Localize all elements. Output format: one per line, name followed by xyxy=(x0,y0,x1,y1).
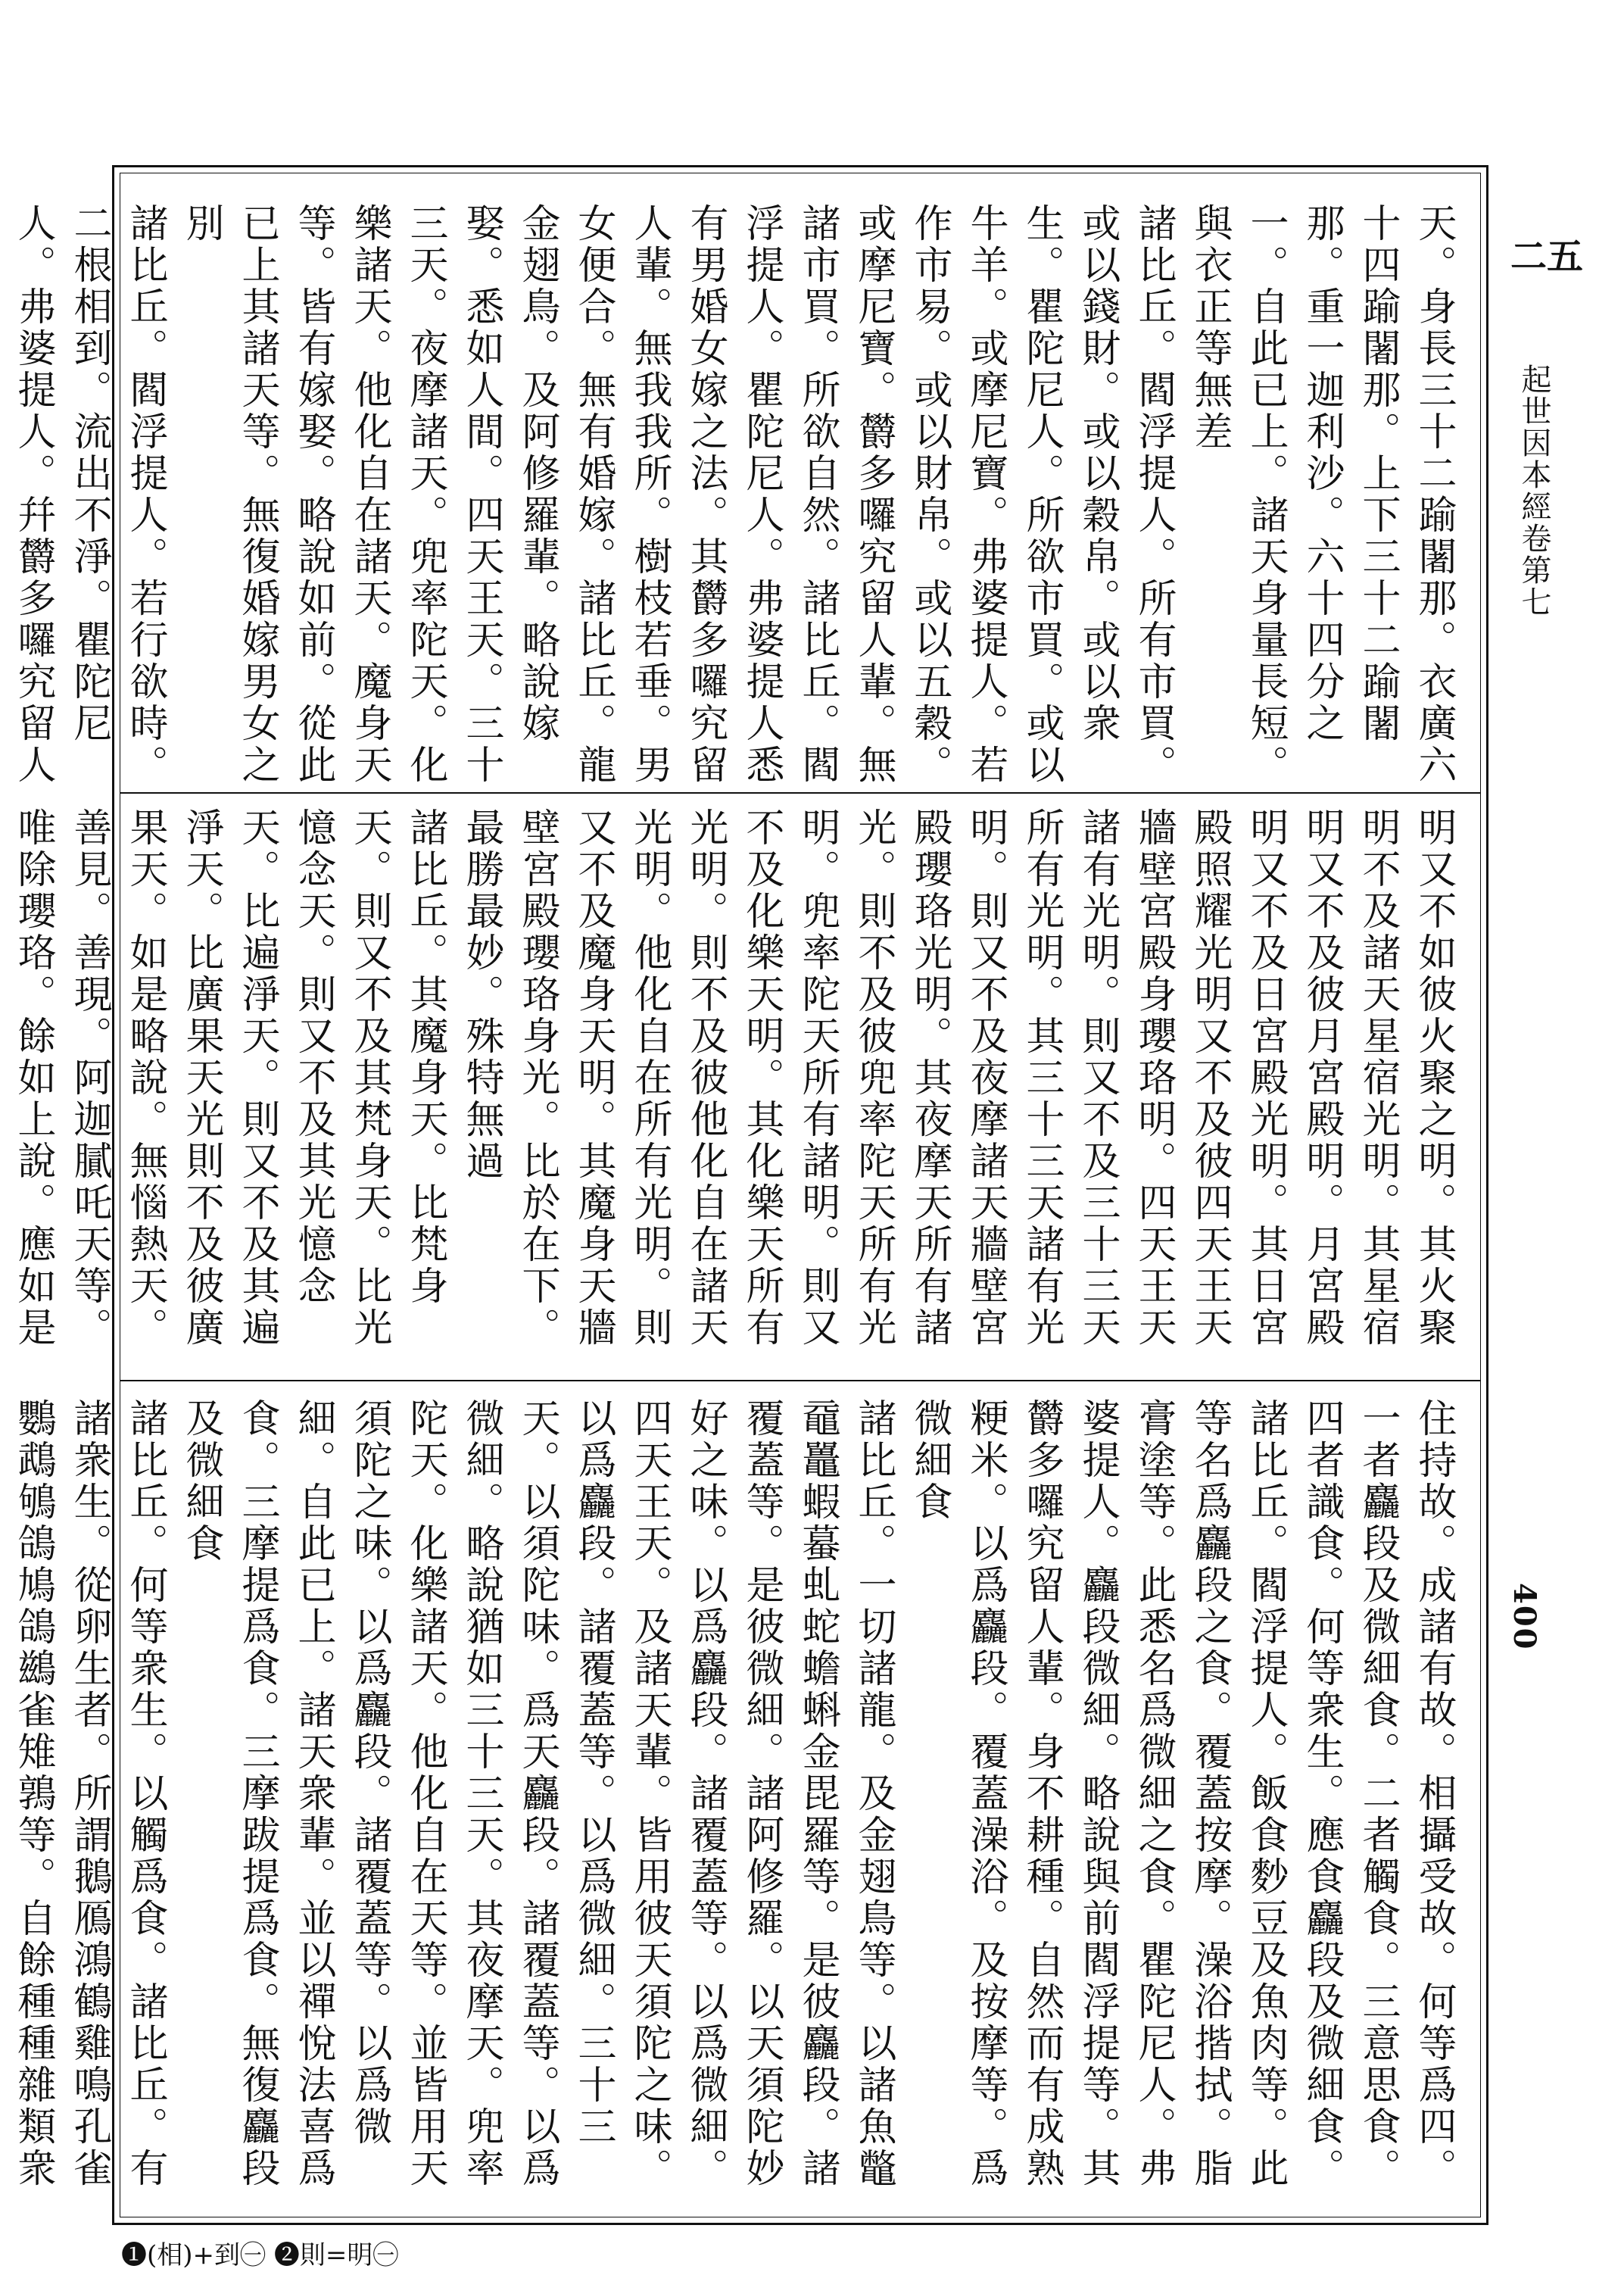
paragraph: 諸比丘。一切諸龍。及金翅鳥等。以諸魚鼈黿鼉蝦蟇虬蛇蟾蝌金毘羅等。是彼麤段。諸覆蓋等。是彼微細。諸阿修羅。以天須陀妙好之味。以爲麤段。諸覆蓋等。以爲微細。四天王天。及諸天輩。皆用彼天須陀之味。以爲麤段。諸覆蓋等。以爲微細。三十三天。以須陀味。爲天麤段。諸覆蓋等。以爲微細。略說猶如三十三天。其夜摩天。兜率陀天。化樂諸天。他化自在天等。並皆用天須陀之味。以爲麤段。諸覆蓋等。以爲微細。自此已上。諸天衆輩。並以禪悅法喜爲食。三摩提爲食。三摩跋提爲食。無復麤段及微細食 xyxy=(179,1398,896,2189)
footnotes: ❶(相)+到㊀ ❷則=明㊀ xyxy=(121,2240,399,2270)
running-title: 起世因本經卷第七 xyxy=(1516,364,1551,618)
paragraph: 諸比丘。何等衆生。以觸爲食。諸比丘。有諸衆生。從卵生者。所謂鵝鴈鴻鶴雞鳴孔雀鸚鵡鴝鴿鳩鴿鷀雀雉鶉等。自餘種種雜類衆 xyxy=(11,1398,167,2189)
paragraph: 諸比丘。閻浮提人。若行欲時。二根相到。流出不淨。瞿陀尼人。弗婆提人。幷欝多囉究留人 xyxy=(11,203,167,786)
lower-tier xyxy=(11,1398,1461,2208)
paragraph: 明又不如彼火聚之明。其火聚明不及諸天星宿光明。其星宿明又不及彼月宮殿明。月宮殿明又不及日宮殿光明。其日宮殿照耀光明又不及彼四天王天牆壁宮殿身瓔珞明。四天王天諸有光明。則又不及三十三天所有光明。其三十三天諸有光明。則又不及夜摩諸天牆壁宮殿瓔珞光明。其夜摩天所有諸光。則不及彼兜率陀天所有光明。兜率陀天所有諸明。則又不及化樂天明。其化樂天所有光明。則不及彼他化自在諸天光明。他化自在所有光明。則又不及魔身天明。其魔身天牆壁宮殿瓔珞身光。比於在下。最勝最妙。殊特無過 xyxy=(459,807,1456,1349)
tier-divider-1 xyxy=(120,792,1481,794)
paragraph: 天。身長三十二踰闍那。衣廣六十四踰闍那。上下三十二踰闍那。重一迦利沙。六十四分之一。自此已上。諸天身量長短。與衣正等無差 xyxy=(1187,203,1456,786)
upper-tier xyxy=(11,203,1461,786)
page-number: 二五 xyxy=(1510,236,1584,278)
paragraph: 諸比丘。其魔身天。比梵身天。則又不及其梵身天。比光憶念天。則又不及其光憶念天。比遍淨天。則又不及其遍淨天。比廣果天光則不及彼廣果天。如是略說。無惱熱天。善見。善現。阿迦膩吒天等。唯除瓔珞。餘如上說。應如是 xyxy=(11,807,447,1349)
paragraph: 住持故。成諸有故。相攝受故。何等爲四。一者麤段及微細食。二者觸食。三意思食。四者識食。何等衆生。應食麤段及微細食。諸比丘。閻浮提人。飯食麨豆及魚肉等。此等名爲麤段之食。覆蓋按摩。澡浴揩拭。脂膏塗等。此悉名爲微細之食。瞿陀尼人。弗婆提人。麤段微細。略說與前閻浮提等。其欝多囉究留人輩。身不耕種。自然而有成熟粳米。以爲麤段。覆蓋澡浴。及按摩等。爲微細食 xyxy=(907,1398,1456,2189)
paragraph: 諸比丘。閻浮提人。所有市買。或以錢財。或以穀帛。或以衆生。瞿陀尼人。所欲市買。或以牛羊。或摩尼寶。弗婆提人。若作市易。或以財帛。或以五穀。或摩尼寶。欝多囉究留人輩。無諸市買。所欲自然。諸比丘。閻浮提人。瞿陀尼人。弗婆提人悉有男婚女嫁之法。其欝多囉究留人輩。無我我所。樹枝若垂。男女便合。無有婚嫁。諸比丘。龍金翅鳥。及阿修羅輩。略說嫁娶。悉如人間。四天王天。三十三天。夜摩諸天。兜率陀天。化樂諸天。他化自在諸天。魔身天等。皆有嫁娶。略說如前。從此已上其諸天等。無復婚嫁男女之別 xyxy=(179,203,1176,786)
tier-divider-2 xyxy=(120,1380,1481,1381)
folio-number: 400 xyxy=(1507,1583,1542,1651)
middle-tier xyxy=(11,807,1461,1374)
